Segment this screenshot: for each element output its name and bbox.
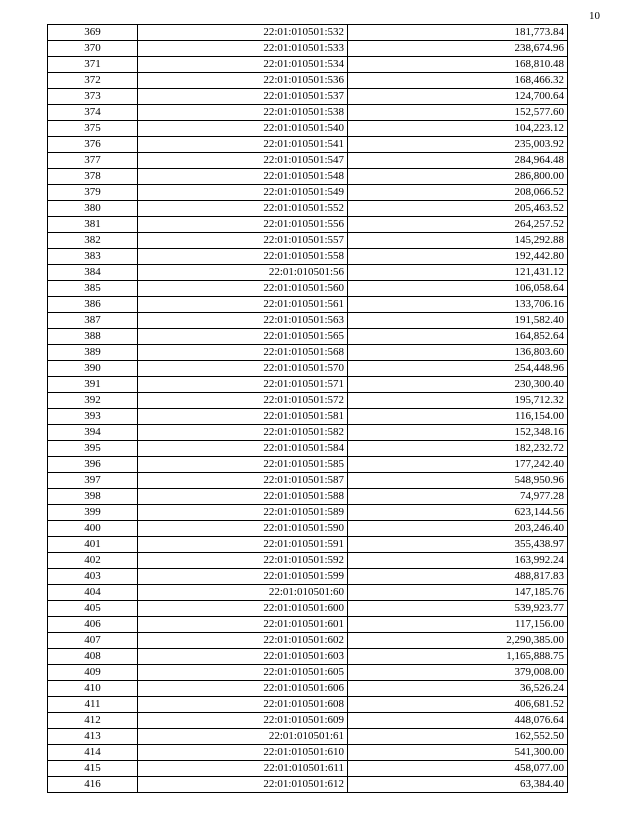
cadastral-number: 22:01:010501:591 [138,537,348,553]
row-number: 383 [48,249,138,265]
table-row [48,409,568,425]
row-number: 401 [48,537,138,553]
table-row [48,233,568,249]
cadastral-value: 539,923.77 [348,601,568,617]
table-row [48,249,568,265]
cadastral-number: 22:01:010501:606 [138,681,348,697]
row-number: 375 [48,121,138,137]
table-row [48,633,568,649]
table-row [48,665,568,681]
cadastral-number: 22:01:010501:611 [138,761,348,777]
row-number: 377 [48,153,138,169]
table-body [48,25,568,793]
cadastral-number: 22:01:010501:537 [138,89,348,105]
cadastral-value: 136,803.60 [348,345,568,361]
row-number: 409 [48,665,138,681]
cadastral-number: 22:01:010501:56 [138,265,348,281]
cadastral-value: 104,223.12 [348,121,568,137]
row-number: 376 [48,137,138,153]
table-row [48,601,568,617]
row-number: 404 [48,585,138,601]
row-number: 370 [48,41,138,57]
table-row [48,89,568,105]
cadastral-number: 22:01:010501:588 [138,489,348,505]
table-row [48,585,568,601]
table-row [48,537,568,553]
cadastral-number: 22:01:010501:558 [138,249,348,265]
table-row [48,265,568,281]
row-number: 392 [48,393,138,409]
cadastral-value: 195,712.32 [348,393,568,409]
cadastral-number: 22:01:010501:584 [138,441,348,457]
row-number: 373 [48,89,138,105]
table-row [48,617,568,633]
row-number: 387 [48,313,138,329]
cadastral-value: 406,681.52 [348,697,568,713]
cadastral-number: 22:01:010501:609 [138,713,348,729]
cadastral-number: 22:01:010501:601 [138,617,348,633]
row-number: 379 [48,185,138,201]
table-row [48,553,568,569]
cadastral-number: 22:01:010501:532 [138,25,348,41]
row-number: 378 [48,169,138,185]
cadastral-value: 254,448.96 [348,361,568,377]
row-number: 399 [48,505,138,521]
cadastral-value: 458,077.00 [348,761,568,777]
cadastral-number: 22:01:010501:534 [138,57,348,73]
table-row [48,649,568,665]
cadastral-number: 22:01:010501:549 [138,185,348,201]
row-number: 391 [48,377,138,393]
table-row [48,169,568,185]
row-number: 381 [48,217,138,233]
row-number: 390 [48,361,138,377]
cadastral-value: 74,977.28 [348,489,568,505]
table-row [48,505,568,521]
row-number: 385 [48,281,138,297]
row-number: 374 [48,105,138,121]
row-number: 382 [48,233,138,249]
cadastral-value: 63,384.40 [348,777,568,793]
row-number: 402 [48,553,138,569]
cadastral-number: 22:01:010501:572 [138,393,348,409]
cadastral-number: 22:01:010501:557 [138,233,348,249]
table-row [48,73,568,89]
cadastral-number: 22:01:010501:592 [138,553,348,569]
cadastral-value: 192,442.80 [348,249,568,265]
cadastral-value: 541,300.00 [348,745,568,761]
cadastral-value: 117,156.00 [348,617,568,633]
row-number: 416 [48,777,138,793]
cadastral-value: 355,438.97 [348,537,568,553]
cadastral-value: 208,066.52 [348,185,568,201]
cadastral-number: 22:01:010501:536 [138,73,348,89]
cadastral-number: 22:01:010501:581 [138,409,348,425]
row-number: 398 [48,489,138,505]
row-number: 411 [48,697,138,713]
table-row [48,377,568,393]
cadastral-value: 168,466.32 [348,73,568,89]
cadastral-value: 124,700.64 [348,89,568,105]
cadastral-value: 623,144.56 [348,505,568,521]
table-row [48,153,568,169]
cadastral-number: 22:01:010501:556 [138,217,348,233]
table-row [48,41,568,57]
table-row [48,745,568,761]
row-number: 415 [48,761,138,777]
table-row [48,457,568,473]
table-row [48,121,568,137]
cadastral-number: 22:01:010501:568 [138,345,348,361]
cadastral-value: 121,431.12 [348,265,568,281]
row-number: 389 [48,345,138,361]
cadastral-number: 22:01:010501:561 [138,297,348,313]
cadastral-number: 22:01:010501:547 [138,153,348,169]
cadastral-number: 22:01:010501:540 [138,121,348,137]
row-number: 384 [48,265,138,281]
page-number: 10 [589,10,600,22]
cadastral-number: 22:01:010501:610 [138,745,348,761]
row-number: 388 [48,329,138,345]
table-row [48,713,568,729]
table-row [48,137,568,153]
cadastral-number: 22:01:010501:582 [138,425,348,441]
cadastral-number: 22:01:010501:548 [138,169,348,185]
cadastral-number: 22:01:010501:565 [138,329,348,345]
table-row [48,761,568,777]
cadastral-value: 548,950.96 [348,473,568,489]
cadastral-value: 133,706.16 [348,297,568,313]
table-row [48,681,568,697]
table-row [48,521,568,537]
cadastral-value: 147,185.76 [348,585,568,601]
cadastral-value: 182,232.72 [348,441,568,457]
table-row [48,425,568,441]
cadastral-value: 181,773.84 [348,25,568,41]
cadastral-value: 106,058.64 [348,281,568,297]
row-number: 410 [48,681,138,697]
table-row [48,297,568,313]
row-number: 407 [48,633,138,649]
cadastral-value: 235,003.92 [348,137,568,153]
cadastral-value: 264,257.52 [348,217,568,233]
table-row [48,441,568,457]
cadastral-number: 22:01:010501:585 [138,457,348,473]
cadastral-number: 22:01:010501:612 [138,777,348,793]
table-row [48,329,568,345]
row-number: 413 [48,729,138,745]
row-number: 386 [48,297,138,313]
cadastral-number: 22:01:010501:552 [138,201,348,217]
table-row [48,569,568,585]
cadastral-number: 22:01:010501:60 [138,585,348,601]
row-number: 403 [48,569,138,585]
table-row [48,185,568,201]
cadastral-value: 1,165,888.75 [348,649,568,665]
cadastral-value: 286,800.00 [348,169,568,185]
table-row [48,201,568,217]
cadastral-value: 162,552.50 [348,729,568,745]
cadastral-number: 22:01:010501:560 [138,281,348,297]
table-row [48,25,568,41]
table-row [48,393,568,409]
cadastral-number: 22:01:010501:563 [138,313,348,329]
cadastral-number: 22:01:010501:600 [138,601,348,617]
cadastral-value: 230,300.40 [348,377,568,393]
cadastral-number: 22:01:010501:538 [138,105,348,121]
cadastral-value: 152,348.16 [348,425,568,441]
cadastral-number: 22:01:010501:605 [138,665,348,681]
cadastral-value-table [47,24,568,793]
cadastral-number: 22:01:010501:587 [138,473,348,489]
row-number: 408 [48,649,138,665]
table-row [48,777,568,793]
cadastral-number: 22:01:010501:602 [138,633,348,649]
cadastral-value: 379,008.00 [348,665,568,681]
row-number: 397 [48,473,138,489]
cadastral-value: 36,526.24 [348,681,568,697]
cadastral-value: 448,076.64 [348,713,568,729]
table-row [48,281,568,297]
cadastral-number: 22:01:010501:61 [138,729,348,745]
cadastral-number: 22:01:010501:589 [138,505,348,521]
row-number: 394 [48,425,138,441]
cadastral-number: 22:01:010501:533 [138,41,348,57]
row-number: 371 [48,57,138,73]
row-number: 400 [48,521,138,537]
row-number: 380 [48,201,138,217]
row-number: 414 [48,745,138,761]
cadastral-number: 22:01:010501:608 [138,697,348,713]
table-row [48,313,568,329]
table-row [48,729,568,745]
cadastral-number: 22:01:010501:599 [138,569,348,585]
cadastral-number: 22:01:010501:603 [138,649,348,665]
cadastral-value: 177,242.40 [348,457,568,473]
cadastral-value: 488,817.83 [348,569,568,585]
table-row [48,217,568,233]
cadastral-number: 22:01:010501:570 [138,361,348,377]
row-number: 396 [48,457,138,473]
cadastral-value: 2,290,385.00 [348,633,568,649]
table-row [48,105,568,121]
cadastral-value: 168,810.48 [348,57,568,73]
cadastral-number: 22:01:010501:590 [138,521,348,537]
cadastral-value: 238,674.96 [348,41,568,57]
table-row [48,489,568,505]
cadastral-number: 22:01:010501:571 [138,377,348,393]
cadastral-number: 22:01:010501:541 [138,137,348,153]
table-row [48,345,568,361]
row-number: 412 [48,713,138,729]
cadastral-value: 284,964.48 [348,153,568,169]
cadastral-value: 152,577.60 [348,105,568,121]
cadastral-value: 205,463.52 [348,201,568,217]
row-number: 406 [48,617,138,633]
cadastral-value: 145,292.88 [348,233,568,249]
table-row [48,361,568,377]
cadastral-value: 203,246.40 [348,521,568,537]
cadastral-value: 191,582.40 [348,313,568,329]
cadastral-value: 163,992.24 [348,553,568,569]
table-row [48,57,568,73]
table-row [48,473,568,489]
row-number: 393 [48,409,138,425]
row-number: 369 [48,25,138,41]
row-number: 372 [48,73,138,89]
row-number: 395 [48,441,138,457]
table-row [48,697,568,713]
row-number: 405 [48,601,138,617]
cadastral-value: 116,154.00 [348,409,568,425]
cadastral-value: 164,852.64 [348,329,568,345]
